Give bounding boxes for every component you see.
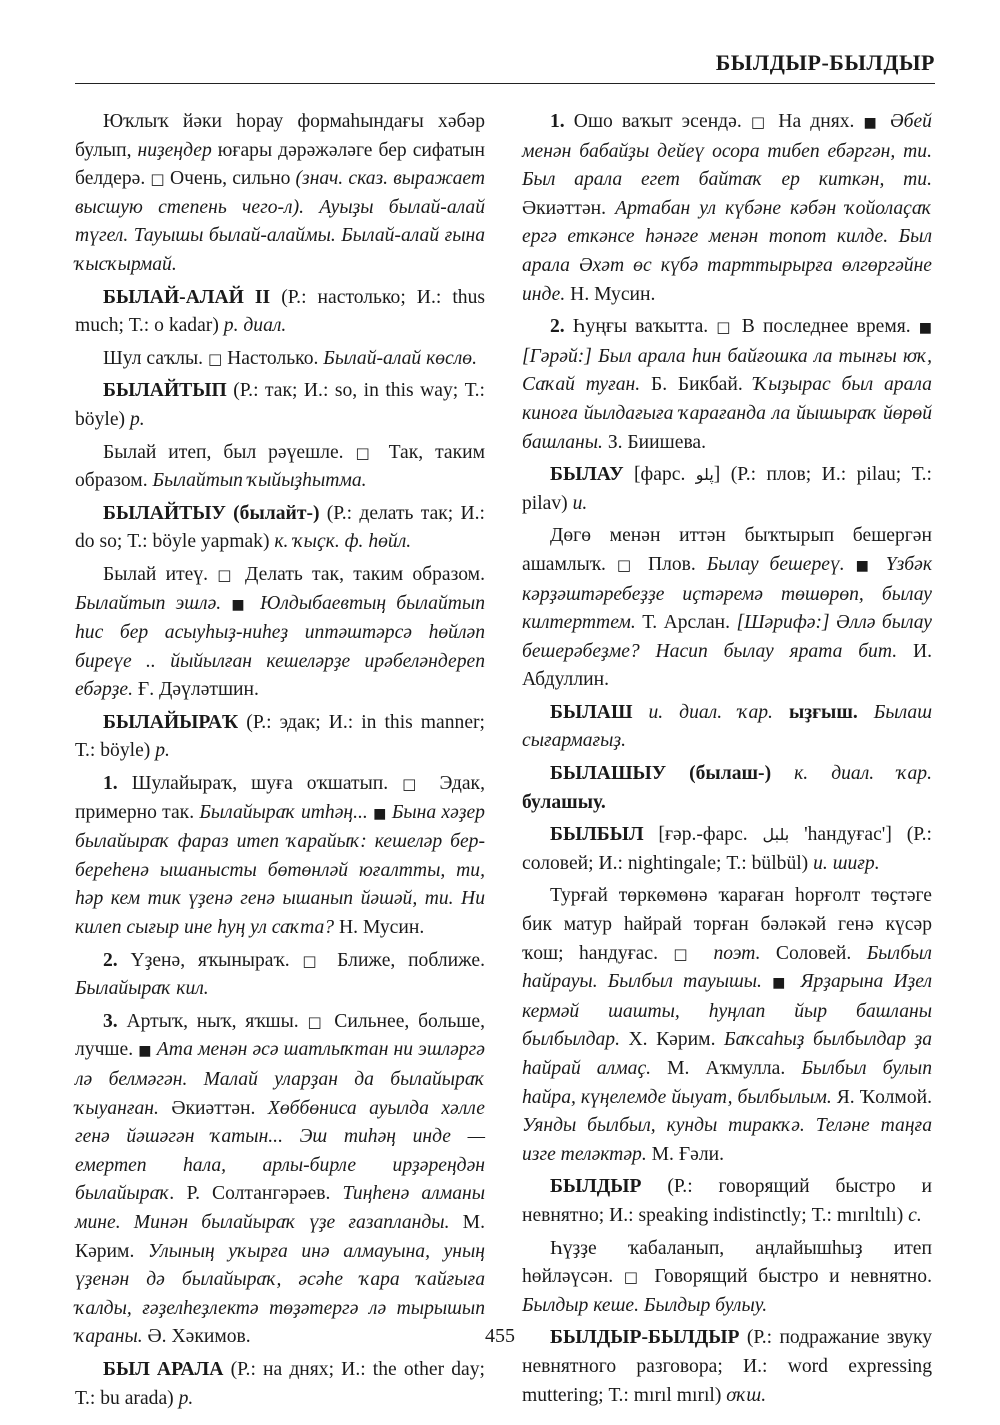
entry-bylaityu: БЫЛАЙТЫУ (былайт-) (Р.: делать так; И.: do so; Т.: böyle yapmak) к. ҡыҫк. ф. һөйл. <box>75 502 485 553</box>
entry-bylai-alai-ii: БЫЛАЙ-АЛАЙ II (Р.: настолько; И.: thus much; Т.: o kadar) р. диал. <box>75 286 486 337</box>
headword: БЫЛ АРАЛА <box>103 1358 224 1380</box>
square-marker-icon: □ <box>750 113 770 131</box>
headword: БЫЛДЫР <box>550 1176 642 1198</box>
entry-bylaiyrak: БЫЛАЙЫРАҠ (Р.: эдак; И.: in this manner; Т.: böyle) р. <box>75 711 485 762</box>
entry-byldyr: БЫЛДЫР (Р.: говорящий быстро и невнятно; И.: speaking indistinctly; Т.: mırıltılı) с. <box>522 1176 932 1226</box>
square-marker-icon: □ <box>716 318 734 337</box>
black-square-marker-icon: ■ <box>855 557 875 574</box>
square-marker-icon: □ <box>302 951 325 970</box>
square-marker-icon: □ <box>673 944 699 963</box>
entry-bylbyl: БЫЛБЫЛ [ғәр.-фарс. بلبل 'һандуғас'] (Р.: соловей; И.: nightingale; Т.: bülbül) и. шиғр. <box>522 824 933 874</box>
left-column <box>75 108 485 1417</box>
entry-continuation: Юҡлыҡ йәки һорау формаһындағы хәбәр булып, ниҙеңдер юғары дәрәжәләге бер сифатын белдерә. □ Очень, сильно (знач. сказ. выражает высшую степень чего-л). Ауыҙы былай-алай түгел. Тауышы былай-алаймы. Былай-алай ғына ҡысҡырмай. <box>75 111 485 275</box>
entry-bylashyu: БЫЛАШЫУ (былаш-) к. диал. ҡар. булашыу. <box>522 763 932 813</box>
square-marker-icon: □ <box>355 443 377 462</box>
black-square-marker-icon: ■ <box>373 805 387 822</box>
header-rule <box>75 83 935 84</box>
black-square-marker-icon: ■ <box>772 975 791 992</box>
entry-bylash: БЫЛАШ и. диал. ҡар. ыҙғыш. Былаш сығармағыҙ. <box>522 701 932 752</box>
headword: БЫЛАЙЫРАҠ <box>103 711 239 733</box>
entry-bylaityp: БЫЛАЙТЫП (Р.: так; И.: so, in this way; Т.: böyle) р. <box>75 380 485 430</box>
square-marker-icon: □ <box>616 555 638 574</box>
right-column <box>522 108 932 1414</box>
headword: БЫЛБЫЛ <box>550 824 644 846</box>
black-square-marker-icon: ■ <box>918 320 932 337</box>
square-marker-icon: □ <box>207 349 223 368</box>
headword: БЫЛАЙТЫП <box>103 380 227 402</box>
page-number: 455 <box>485 1325 515 1347</box>
headword: БЫЛАЙТЫУ (былайт-) <box>103 502 320 524</box>
headword: БЫЛАЙ-АЛАЙ II <box>103 286 271 308</box>
definition: Турғай төркөмөнә ҡараған һорғолт төҫтәге бик матур һайрай торған бәләкәй генә күсәр ҡош; һандуғас. □ поэт. Соловей. Былбыл һайрауы. Былбыл тауышы. ■ Ярҙарына Иҙел кермәй шашты, һуңлап йыр башланы былбылдар. Х. Кәрим. Баҡсаһыҙ былбылдар ҙа һайрай алмаҫ. М. Аҡмулла. Былбыл булып һайра, күңелемде йыуат, былбылым. Я. Ҡолмой. Уянды былбыл, кунды тиракҡә. Теләне таңға изге теләктәр. М. Ғәли. <box>522 885 933 1165</box>
headword: БЫЛДЫР-БЫЛДЫР <box>550 1327 740 1349</box>
sense-1: 1. Шулайыраҡ, шуға оҡшатып. □ Эдак, примерно так. Былайыраҡ итһәң... ■ Бына хәҙер былайыраҡ фараз итеп ҡарайыҡ: кешеләр бер-береһенә ышанысты бөтөнләй юғалтты, ти, һәр кем тик үҙенә генә ышанып йәшәй, ти. Ни килеп сығыр ине һуң ул саҡта? Н. Мусин. <box>75 773 485 939</box>
headword: БЫЛАШЫУ (былаш-) <box>550 763 772 785</box>
entry-byl-arala: БЫЛ АРАЛА (Р.: на днях; И.: the other day; Т.: bu arada) р. <box>75 1358 485 1409</box>
headword: БЫЛАШ <box>550 701 633 723</box>
black-square-marker-icon: ■ <box>863 115 881 131</box>
running-head: БЫЛДЫР-БЫЛДЫР <box>715 50 935 75</box>
definition: Былай итеп, был рәүешле. □ Так, таким образом. Былайтып ҡыйыҙһытма. <box>75 441 485 492</box>
definition: Былай итеү. □ Делать так, таким образом. Былайтып эшлә. ■ Юлдыбаевтың былайтып һис бер асыуһыҙ-ниһеҙ иптәштәрсә һөйләп биреүе .. йыйылған кешеләрҙе ирәбеләндереп ебәрҙе. Ғ. Дәүләтшин. <box>75 563 485 701</box>
headword: БЫЛАУ <box>550 464 624 486</box>
square-marker-icon: □ <box>623 1268 644 1287</box>
square-marker-icon: □ <box>150 170 165 189</box>
entry-bylau: БЫЛАУ [фарс. پلو] (Р.: плов; И.: pilau; Т.: pilav) и. <box>522 464 932 514</box>
square-marker-icon: □ <box>307 1012 326 1031</box>
definition: Дөгө менән иттән быҡтырып бешергән ашамлыҡ. □ Плов. Былау бешереү. ■ Үзбәк кәрҙәштәребеҙҙе иҫтәремә төшөрөп, былау килтерттем. Т. Арслан. [Шәрифә:] Әллә былау бешерәбеҙме? Насип былау ярата бит. И. Абдуллин. <box>522 525 932 691</box>
sense-2: 2. Һуңғы ваҡытта. □ В последнее время. ■ [Гәрәй:] Был арала һин байғошка ла тынғы юҡ, Саҡай туған. Б. Бикбай. Ҡыҙырас был арала киноға йылдағыға ҡарағанда ла йышыраҡ йөрөй башланы. З. Биишева. <box>522 316 932 453</box>
sense-3: 3. Артыҡ, ныҡ, яҡшы. □ Сильнее, больше, лучше. ■ Ата менән әсә шатлыҡтан ни эшләргә лә белмәгән. Малай уларҙан да былайыраҡ ҡыуанған. Әкиәттән. Хөббөниса ауылда хәлле генә йәшәгән ҡатын... Эш тиһәң инде — емертеп һала, арлы-бирле ирҙәреңдән былайыраҡ. Р. Солтангәрәев. Тиңһенә алманы мине. Минән былайыраҡ үҙе ғазапланды. М. Кәрим. Улының уҡырға инә алмауына, уның үҙенән дә былайыраҡ, әсәһе ҡара ҡайғыға ҡалды, ғәҙелһеҙлектә төҙәтергә лә тырышып ҡараны. Ә. Хәкимов. <box>75 1010 486 1348</box>
black-square-marker-icon: ■ <box>231 596 250 613</box>
definition: Шул саҡлы. □ Настолько. Былай-алай көслө. <box>103 347 477 369</box>
square-marker-icon: □ <box>402 775 426 794</box>
entry-byldyr-byldyr: БЫЛДЫР-БЫЛДЫР (Р.: подражание звуку невнятного разговора; И.: word expressing muttering; Т.: mırıl mırıl) оҡш. <box>522 1327 932 1406</box>
square-marker-icon: □ <box>217 565 236 584</box>
definition: Һүҙҙе ҡабаланып, аңлайышһыҙ итеп һөйләүсән. □ Говорящий быстро и невнятно. Былдыр кеше. Былдыр булыу. <box>522 1237 932 1316</box>
sense-2: 2. Үҙенә, яҡыныраҡ. □ Ближе, поближе. Былайыраҡ кил. <box>75 949 485 1000</box>
black-square-marker-icon: ■ <box>138 1043 152 1060</box>
sense-1: 1. Ошо ваҡыт эсендә. □ На днях. ■ Әбей менән бабайҙы дейеү осора тибеп ебәргән, ти. Был арала егет байтаҡ ер киткән, ти. Әкиәттән. Артабан ул күбәне кәбән ҡойолаҫаҡ ергә еткәнсе һәнәге менән топот килде. Был арала Әхәт өс күбә тарттырырға өлгөргәйне инде. Н. Мусин. <box>522 111 932 305</box>
